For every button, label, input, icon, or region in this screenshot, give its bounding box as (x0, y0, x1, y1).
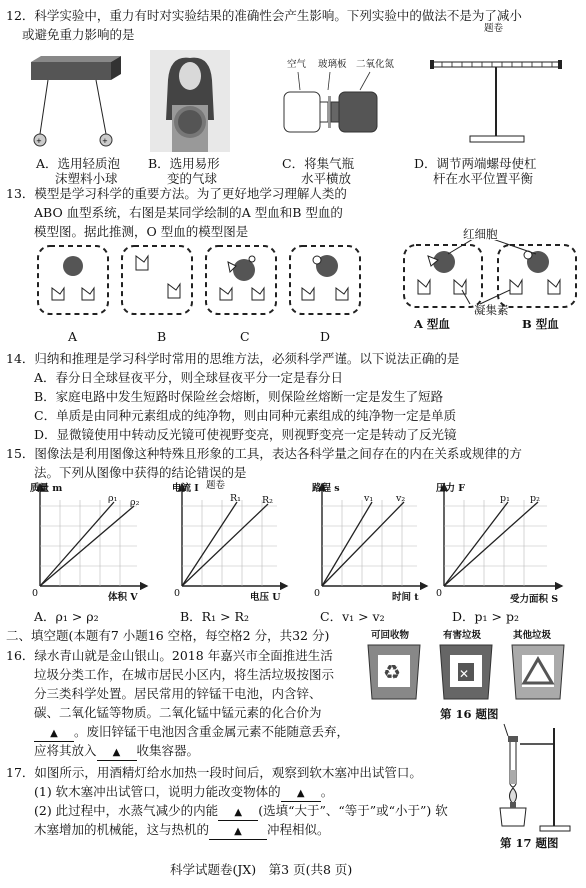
q15-g2-xlabel: 电压 U (250, 592, 281, 603)
q13-label-b-type: B 型血 (522, 317, 559, 331)
q13-letter-c: C (240, 329, 250, 344)
svg-text:♻: ♻ (383, 660, 401, 684)
q12-c-label-glass: 玻璃板 (318, 59, 347, 70)
q15-g1-ylabel: 质量 m (30, 483, 63, 494)
q16-line2: 垃圾分类工作，在城市居民小区内，将生活垃圾按图示 (34, 667, 335, 682)
q13-letter-b: B (157, 329, 167, 344)
q15-stem-line1: 15．图像法是利用图像这种特殊且形象的工具，表达各科学量之间存在的内在关系或规律的方 (6, 446, 522, 461)
q13-letter-a: A (68, 329, 78, 344)
q14-option-b: B．家庭电路中发生短路时保险丝会熔断，则保险丝熔断一定是发生了短路 (34, 389, 444, 404)
q17-blank-2[interactable]: ▲ (218, 805, 258, 821)
q17-blank-3[interactable]: ▲ (209, 824, 267, 840)
q12-stem-line2: 或避免重力影响的是 (22, 27, 135, 42)
q15-g2-line2: R₂ (262, 495, 273, 506)
q12-option-d-line2: 杆在水平位置平衡 (433, 171, 534, 186)
q12-option-c-line2: 水平横放 (301, 171, 352, 186)
q13-label-cell: 红细胞 (463, 227, 498, 241)
hazardous-bin-icon (440, 645, 492, 699)
q13-stem-line1: 13．模型是学习科学的重要方法。为了更好地学习理解人类的 (6, 186, 347, 201)
q12-option-b-line2: 变的气球 (167, 171, 218, 186)
q15-watermark: 题卷 (206, 480, 226, 491)
q15-g2-line1: R₁ (230, 493, 241, 504)
q15-g1-line1: ρ₁ (108, 493, 118, 504)
q14-option-c: C．单质是由同种元素组成的纯净物，则由同种元素组成的纯净物一定是单质 (34, 408, 457, 423)
q12-c-label-no2: 二氧化氮 (356, 59, 395, 70)
q15-graph-3 (322, 484, 427, 586)
q15-g1-line2: ρ₂ (130, 497, 140, 508)
q15-graphs (22, 478, 578, 606)
q12-option-a-line1: A．选用轻质泡 (36, 156, 121, 171)
q17-sub1: (1) 软木塞冲出试管口，说明力能改变物体的 ▲ 。 (34, 784, 333, 802)
q15-option-d: D．p₁ > p₂ (452, 609, 519, 624)
q17-sub2: (2) 此过程中，水蒸气减少的内能 ▲ (选填“大于”、“等于”或“小于”) 软 (34, 803, 448, 821)
q15-option-b: B．R₁ > R₂ (180, 609, 249, 624)
q17-sub2b: 木塞增加的机械能，这与热机的 ▲ 冲程相似。 (34, 822, 330, 840)
q15-g3-line1: v₁ (364, 493, 374, 504)
page-footer: 科学试题卷(JX) 第3 页(共8 页) (170, 862, 353, 877)
q12-stem-line1: 12．科学实验中，重力有时对实验结果的准确性会产生影响。下列实验中的做法不是为了减小 (6, 8, 522, 23)
q15-stem-line2: 法。下列从图像中获得的结论错误的是 (34, 465, 247, 480)
q16-bin-label-other: 其他垃圾 (513, 630, 552, 641)
q16-bin-label-recyclable: 可回收物 (371, 630, 410, 641)
q16-bin-label-hazardous: 有害垃圾 (443, 630, 482, 641)
q16-line4: 碳、二氧化锰等物质。二氧化锰中锰元素的化合价为 (34, 705, 322, 720)
q12-option-a-line2: 沫塑料小球 (55, 171, 118, 186)
q15-g4-xlabel: 受力面积 S (510, 594, 559, 605)
q12-figure-d (430, 48, 565, 148)
q16-line5: ▲ 。废旧锌锰干电池因含重金属元素不能随意丢弃， (34, 724, 349, 742)
q12-watermark: 题卷 (484, 23, 504, 34)
q17-blank-1[interactable]: ▲ (281, 786, 321, 802)
q16-line6: 应将其放入 ▲ 收集容器。 (34, 743, 199, 761)
q15-g1-xlabel: 体积 V (108, 592, 138, 603)
q15-g4-line1: p₁ (500, 493, 510, 504)
q16-line1: 16．绿水青山就是金山银山。2018 年嘉兴市全面推进生活 (6, 648, 333, 663)
q17-figure (494, 722, 574, 834)
q15-g4-line2: p₂ (530, 493, 540, 504)
q15-g3-ylabel: 路程 s (312, 483, 340, 494)
svg-text:✕: ✕ (459, 667, 470, 681)
q15-g4-origin: 0 (436, 588, 443, 599)
q12-option-c-line1: C．将集气瓶 (282, 156, 355, 171)
q13-label-agglutinin: 凝集素 (474, 303, 509, 317)
q17-caption: 第 17 题图 (500, 836, 559, 850)
q15-g2-origin: 0 (174, 588, 181, 599)
q16-caption: 第 16 题图 (440, 707, 499, 721)
q14-option-d: D．显微镜使用中转动反光镜可使视野变亮，则视野变亮一定是转动了反光镜 (34, 427, 457, 442)
svg-text:+: + (102, 137, 108, 145)
svg-text:+: + (36, 137, 42, 145)
q15-g4-ylabel: 压力 F (436, 483, 466, 494)
q15-g3-xlabel: 时间 t (392, 592, 419, 603)
q12-figure-c (280, 70, 410, 140)
q15-g3-origin: 0 (314, 588, 321, 599)
q15-g2-ylabel: 电流 I (172, 483, 199, 494)
q16-bins-figure (366, 641, 572, 703)
q12-figure-a (26, 54, 126, 154)
q14-stem: 14．归纳和推理是学习科学时常用的思维方法，必须科学严谨。以下说法正确的是 (6, 351, 460, 366)
q12-figure-b (150, 50, 230, 152)
q12-option-d-line1: D．调节两端螺母使杠 (414, 156, 537, 171)
recycle-bin-icon (368, 645, 420, 699)
q15-option-c: C．v₁ > v₂ (320, 609, 385, 624)
q12-option-b-line1: B．选用易形 (148, 156, 220, 171)
q13-letter-d: D (320, 329, 331, 344)
q14-option-a: A．春分日全球昼夜平分，则全球昼夜平分一定是春分日 (34, 370, 344, 385)
q15-option-a: A．ρ₁ > ρ₂ (34, 609, 99, 624)
q15-g1-origin: 0 (32, 588, 39, 599)
q13-label-a-type: A 型血 (414, 317, 450, 331)
other-bin-icon (512, 645, 564, 699)
q16-blank-1[interactable]: ▲ (34, 726, 74, 742)
q15-g3-line2: v₂ (396, 493, 406, 504)
q16-blank-2[interactable]: ▲ (97, 745, 137, 761)
q13-option-figures (30, 240, 370, 320)
q13-stem-line3: 模型图。据此推测，O 型血的模型图是 (34, 224, 249, 239)
q12-c-label-air: 空气 (287, 59, 307, 70)
q13-stem-line2: ABO 血型系统，右图是某同学绘制的A 型血和B 型血的 (34, 205, 343, 220)
q17-stem: 17．如图所示，用酒精灯给水加热一段时间后，观察到软木塞冲出试管口。 (6, 765, 422, 780)
section2-title: 二、填空题(本题有7 小题16 空格，每空格2 分，共32 分) (6, 628, 330, 643)
q16-line3: 分三类科学处置。居民常用的锌锰干电池，内含锌、 (34, 686, 322, 701)
